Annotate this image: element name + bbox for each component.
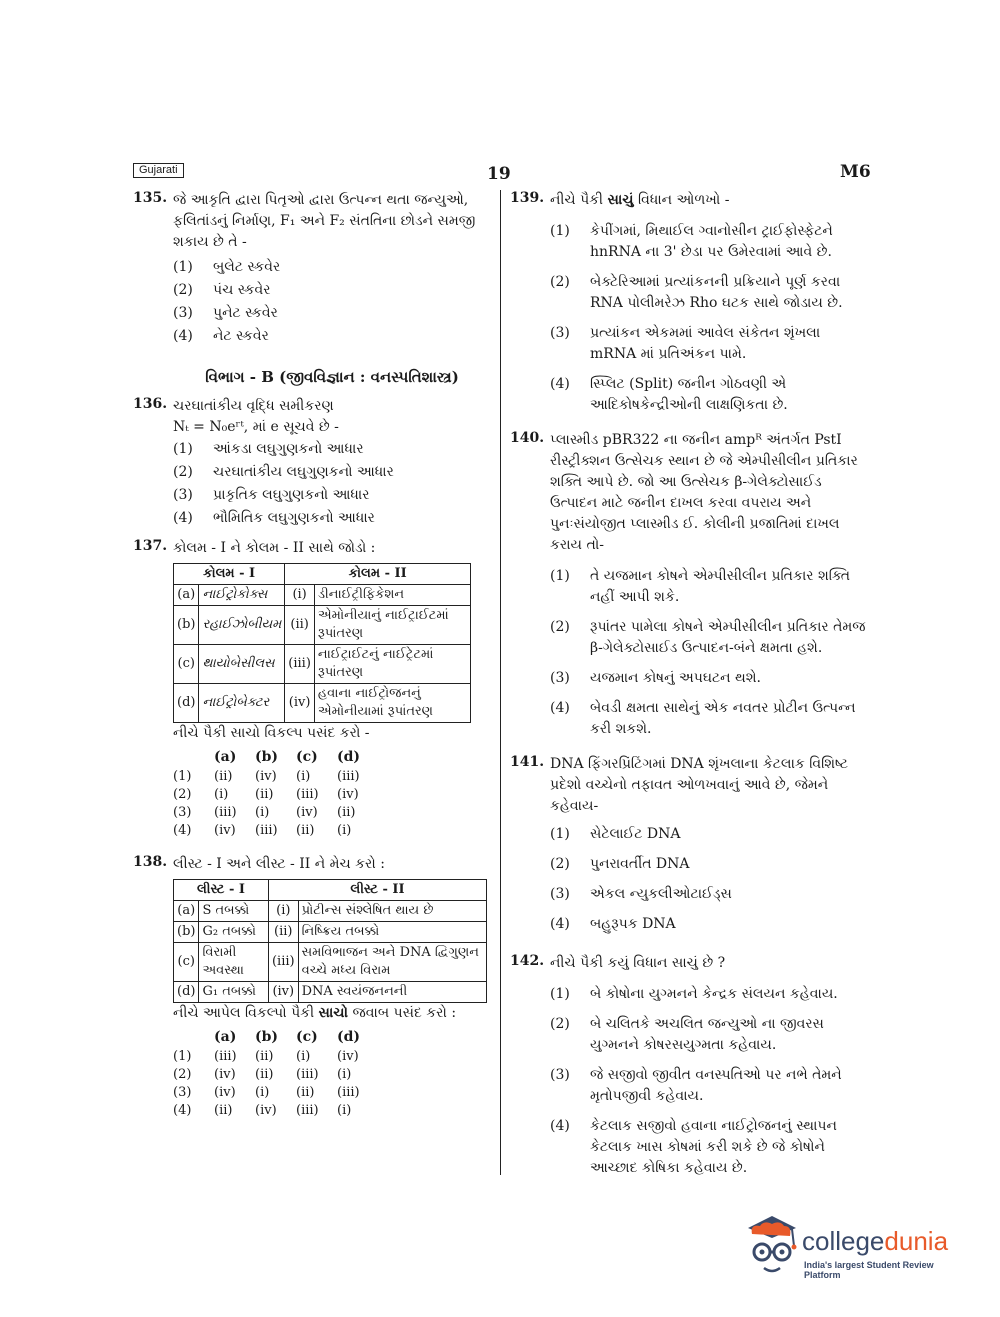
column-header: લીસ્ટ - I xyxy=(174,880,269,901)
option: (2) પંચ સ્કવેર xyxy=(173,282,271,298)
option: (4) નેટ સ્કવેર xyxy=(173,328,269,344)
option: (1) બુલેટ સ્કવેર xyxy=(173,259,281,275)
question-text: કોલમ - I ને કોલમ - II સાથે જોડો : xyxy=(173,540,376,556)
answer-row: (3) (iii) (i) (iv) (ii) xyxy=(173,805,356,820)
option: (3) પ્રત્યાંકન એકમમાં આવેલ સંકેતન શૃંખલા mRNA માં પ્રતિઅંકન પામે. xyxy=(550,325,821,362)
option: (4) બહુરૂપક DNA xyxy=(550,916,676,932)
question-text: લીસ્ટ - I અને લીસ્ટ - II ને મેચ કરો : xyxy=(173,856,385,872)
column-header: લીસ્ટ - II xyxy=(268,880,486,901)
option: (3) એકલ ન્યુકલીઓટાઈડ્સ xyxy=(550,886,732,902)
column-header: કોલમ - I xyxy=(174,564,285,585)
option: (2) ચરઘાતાંકીય લઘુગુણકનો આધાર xyxy=(173,464,394,480)
answer-row: (4) (iv) (iii) (ii) (i) xyxy=(173,823,352,838)
question-139 xyxy=(510,190,870,416)
table-row: (b) રહાઈઝોબીયમ (ii) એમોનીયાનું નાઈટ્રાઈટમાં રૂપાંતરણ xyxy=(174,606,471,645)
answer-row: (3) (iv) (i) (ii) (iii) xyxy=(173,1085,360,1100)
option: (3) જે સજીવો જીવીત વનસ્પતિઓ પર નભે તેમને મૃતોપજીવી કહેવાય. xyxy=(550,1067,842,1104)
question-number: 137. xyxy=(133,538,168,554)
option: (1) બે કોષોના યુગ્મનને કેન્દ્રક સંલયન કહેવાય. xyxy=(550,986,838,1002)
match-table xyxy=(173,879,487,1003)
prompt-text: નીચે પૈકી સાચો વિકલ્પ પસંદ કરો - xyxy=(173,725,370,741)
option: (2) બેક્ટેરિઆમાં પ્રત્યાંકનની પ્રક્રિયાને પૂર્ણ કરવા RNA પોલીમરેઝ Rho ઘટક સાથે જોડાય છે. xyxy=(550,274,843,311)
table-row: (a) નાઈટ્રોકોક્સ (i) ડીનાઈટ્રીફિકેશન xyxy=(174,585,471,606)
table-row: (c) વિરામી અવસ્થા (iii) સમવિભાજન અને DNA દ્વિગુણન વચ્ચે મધ્ય વિરામ xyxy=(174,943,487,982)
question-number: 136. xyxy=(133,396,168,412)
question-136 xyxy=(133,396,491,530)
option: (1) આંકડા લઘુગુણકનો આધાર xyxy=(173,441,364,457)
logo-wordmark: collegedunia xyxy=(802,1226,949,1256)
logo-tagline: India's largest Student Review Platform xyxy=(804,1260,934,1280)
table-row: (d) નાઈટ્રોબેક્ટર (iv) હવાના નાઈટ્રોજનનું એમોનીયામાં રૂપાંતરણ xyxy=(174,684,471,723)
question-text: પ્લાસ્મીડ pBR322 ના જનીન ampᴿ અંતર્ગત PstI રીસ્ટ્રીક્શન ઉત્સેચક સ્થાન છે જે એમ્પીસીલીન પ્રતિકાર શક્તિ આપે છે. જો આ ઉત્સેચક β-ગેલેક્ટોસાઈડ ઉત્પાદન માટે જનીન દાખલ કરવા વપરાય અને પુનઃસંયોજીત પ્લાસ્મીડ ઈ. કોલીની પ્રજાતિમાં દાખલ કરાય તો- xyxy=(550,432,858,553)
option: (4) કેટલાક સજીવો હવાના નાઈટ્રોજનનું સ્થાપન કેટલાક ખાસ કોષમાં કરી શકે છે જે કોષોને આચ્છાદ કોષિકા કહેવાય છે. xyxy=(550,1118,837,1176)
answer-row: (1) (iii) (ii) (i) (iv) xyxy=(173,1049,359,1064)
question-137 xyxy=(133,538,491,840)
answer-row: (2) (i) (ii) (iii) (iv) xyxy=(173,787,359,802)
question-142 xyxy=(510,953,870,1179)
left-column xyxy=(133,190,491,1120)
question-140 xyxy=(510,430,870,740)
column-divider xyxy=(500,190,501,1175)
question-text: ચરઘાતાંકીય વૃદ્ધિ સમીકરણ xyxy=(173,398,334,414)
table-row: (b) G₂ તબક્કો (ii) નિષ્ક્રિય તબક્કો xyxy=(174,922,487,943)
prompt-text: નીચે આપેલ વિકલ્પો પૈકી સાચો જવાબ પસંદ કરો : xyxy=(173,1005,457,1021)
question-text: DNA ફિંગરપ્રિંટિંગમાં DNA શૃંખલાના કેટલાક વિશિષ્ટ પ્રદેશો વચ્ચેનો તફાવત ઓળખવાનું આવે છે, જેમને કહેવાય- xyxy=(550,756,848,814)
option: (4) સ્પ્લિટ (Split) જનીન ગોઠવણી એ આદિકોષકેન્દ્રીઓની લાક્ષણિકતા છે. xyxy=(550,376,788,413)
table-row: (a) S તબક્કો (i) પ્રોટીન્સ સંશ્લેષિત થાય છે xyxy=(174,901,487,922)
answer-row: (1) (ii) (iv) (i) (iii) xyxy=(173,769,360,784)
question-number: 140. xyxy=(510,430,545,446)
question-141 xyxy=(510,754,870,939)
option: (3) યજમાન કોષનું અપઘટન થશે. xyxy=(550,670,762,686)
table-row: (c) થાયોબેસીલસ (iii) નાઈટ્રાઈટનું નાઈટ્રેટમાં રૂપાંતરણ xyxy=(174,645,471,684)
match-table xyxy=(173,563,471,723)
collegedunia-logo xyxy=(742,1210,972,1290)
section-heading: વિભાગ - B (જીવવિજ્ઞાન : વનસ્પતિશાસ્ત્ર) xyxy=(205,368,459,386)
answer-row: (2) (iv) (ii) (iii) (i) xyxy=(173,1067,352,1082)
column-header: કોલમ - II xyxy=(285,564,471,585)
question-text: નીચે પૈકી કયું વિધાન સાચું છે ? xyxy=(550,955,726,971)
option: (3) પુનેટ સ્કવેર xyxy=(173,305,278,321)
question-number: 135. xyxy=(133,190,168,206)
option: (2) રૂપાંતર પામેલા કોષને એમ્પીસીલીન પ્રતિકાર તેમજ β-ગેલેક્ટોસાઈડ ઉત્પાદન-બંને ક્ષમતા હશે. xyxy=(550,619,866,656)
option: (2) બે ચલિતકે અચલિત જન્યુઓ ના જીવરસ યુગ્મનને કોષરસયુગ્મતા કહેવાય. xyxy=(550,1016,824,1053)
right-column xyxy=(510,190,870,1188)
question-number: 139. xyxy=(510,190,545,206)
table-row: (d) G₁ તબક્કો (iv) DNA સ્વયંજનનની xyxy=(174,982,487,1003)
page-number: 19 xyxy=(487,164,511,184)
question-138 xyxy=(133,854,491,1120)
answer-row: (4) (ii) (iv) (iii) (i) xyxy=(173,1103,352,1118)
question-135 xyxy=(133,190,491,348)
question-text: જે આકૃતિ દ્વારા પિતૃઓ દ્વારા ઉત્પન્ન થતા જન્યુઓ, ફલિતાંડનું નિર્માણ, F₁ અને F₂ સંતતિના છોડને સમજી શકાય છે તે - xyxy=(173,192,476,250)
paper-code: M6 xyxy=(840,162,871,182)
option: (1) તે યજમાન કોષને એમ્પીસીલીન પ્રતિકાર શક્તિ નહીં આપી શકે. xyxy=(550,568,851,605)
option: (4) ભૌમિતિક લઘુગુણકનો આધાર xyxy=(173,510,375,526)
equation: Nₜ = N₀eʳᵗ, માં e સૂચવે છે - xyxy=(173,419,339,435)
mascot-icon xyxy=(742,1212,800,1282)
answer-grid: (a) (b) (c) (d) (1) (ii) (iv) (i) (iii) (2) (i) (ii) (iii) (iv) (3) (iii) (i) (iv) (ii) (4) (iv) (iii) (ii) (i) xyxy=(173,746,378,840)
option: (4) બેવડી ક્ષમતા સાથેનું એક નવતર પ્રોટીન ઉત્પન્ન કરી શકશે. xyxy=(550,700,856,737)
question-text: નીચે પૈકી સાચું વિધાન ઓળખો - xyxy=(550,192,730,208)
option: (2) પુનરાવર્તીત DNA xyxy=(550,856,690,872)
question-number: 141. xyxy=(510,754,545,770)
question-number: 142. xyxy=(510,953,545,969)
language-label: Gujarati xyxy=(133,163,184,178)
option: (3) પ્રાકૃતિક લઘુગુણકનો આધાર xyxy=(173,487,370,503)
option: (1) કેપીંગમાં, મિથાઈલ ગ્વાનોસીન ટ્રાઈફોસ્ફેટને hnRNA ના 3' છેડા પર ઉમેરવામાં આવે છે. xyxy=(550,223,833,260)
option: (1) સેટેલાઈટ DNA xyxy=(550,826,681,842)
question-number: 138. xyxy=(133,854,168,870)
answer-grid: (a) (b) (c) (d) (1) (iii) (ii) (i) (iv) (2) (iv) (ii) (iii) (i) (3) (iv) (i) (ii) (iii) (4) (ii) (iv) (iii) (i) xyxy=(173,1026,378,1120)
